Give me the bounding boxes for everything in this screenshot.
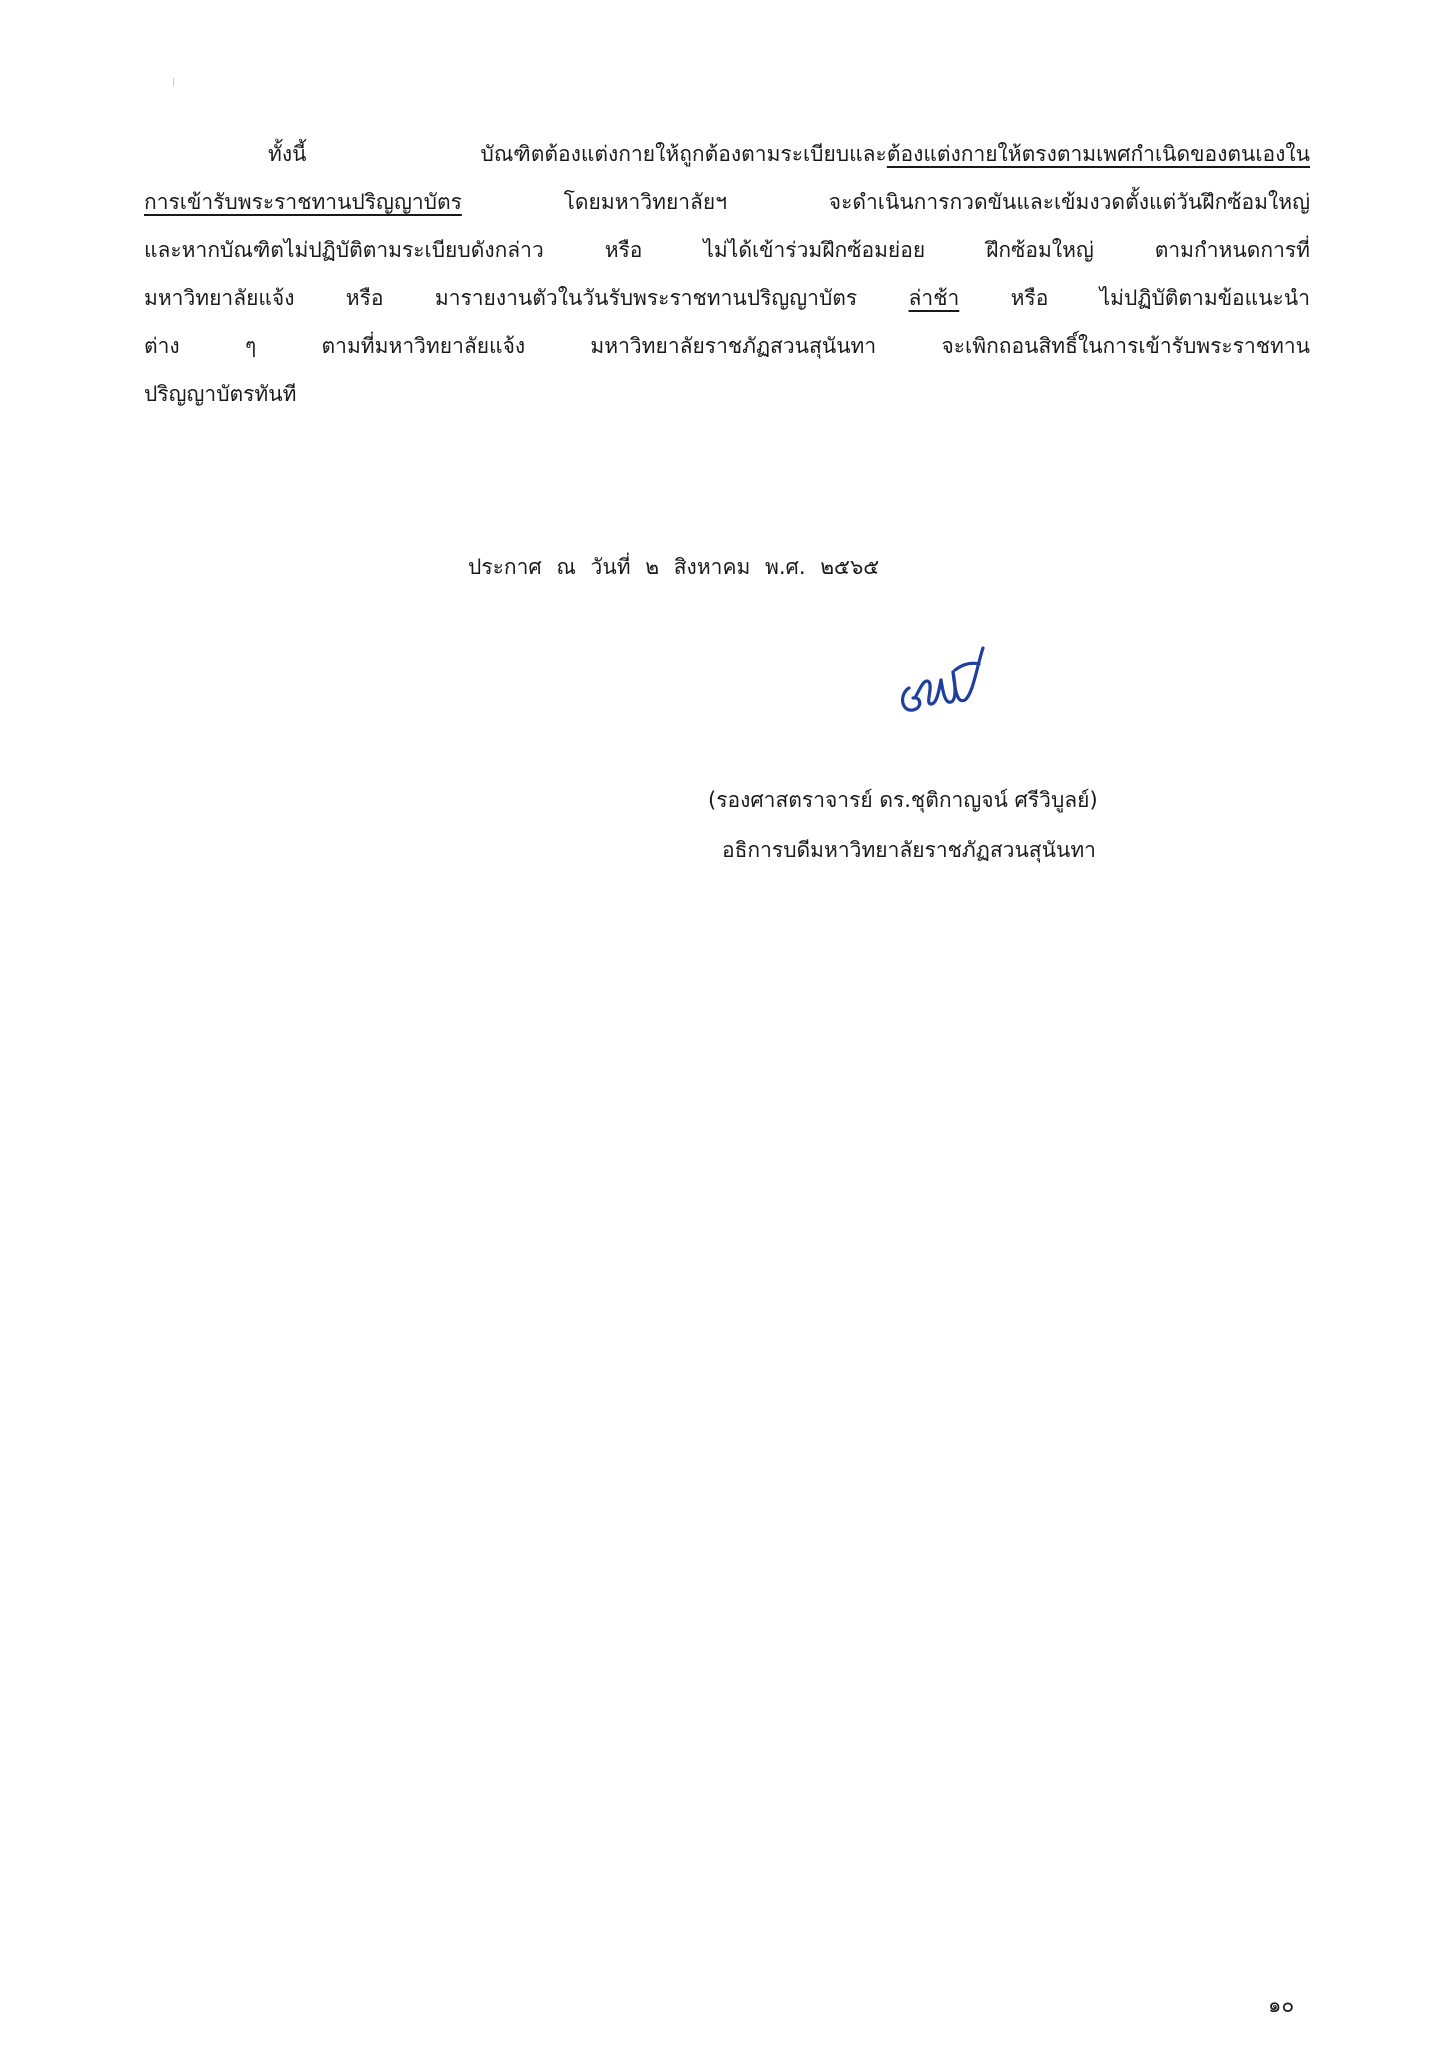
paragraph-line-4 — [144, 274, 1310, 322]
signer-title: อธิการบดีมหาวิทยาลัยราชภัฏสวนสุนันทา — [722, 838, 1096, 862]
page-number: ๑๐ — [1268, 1993, 1295, 2017]
scan-speck — [173, 78, 174, 86]
line1-underlined-text: ต้องแต่งกายให้ตรงตามเพศกำเนิดของตนเองใน — [886, 142, 1310, 166]
handwritten-signature — [895, 642, 1005, 722]
line1-text: ทั้งนี้ บัณฑิตต้องแต่งกายให้ถูกต้องตามระเบียบและ — [268, 142, 887, 166]
paragraph-line-6: ปริญญาบัตรทันที — [144, 382, 297, 406]
paragraph-line-1 — [206, 130, 1310, 178]
line2-text: โดยมหาวิทยาลัยฯ จะดำเนินการกวดขันและเข้มงวดตั้งแต่วันฝึกซ้อมใหญ่ — [461, 190, 1310, 214]
line2-underlined-text: การเข้ารับพระราชทานปริญญาบัตร — [144, 190, 462, 214]
signer-name: (รองศาสตราจารย์ ดร.ชุติกาญจน์ ศรีวิบูลย์) — [708, 788, 1098, 812]
paragraph-line-3: และหากบัณฑิตไม่ปฏิบัติตามระเบียบดังกล่าว หรือ ไม่ได้เข้าร่วมฝึกซ้อมย่อย ฝึกซ้อมใหญ่ ตามกำหนดการที่ — [144, 238, 1310, 262]
body-paragraph — [144, 130, 1310, 418]
paragraph-line-2 — [144, 178, 1310, 226]
line4-text-b: หรือ ไม่ปฏิบัติตามข้อแนะนำ — [959, 286, 1310, 310]
line4-underlined-text: ล่าช้า — [908, 286, 960, 310]
paragraph-line-5: ต่าง ๆ ตามที่มหาวิทยาลัยแจ้ง มหาวิทยาลัยราชภัฏสวนสุนันทา จะเพิกถอนสิทธิ์ในการเข้ารับพระราชทาน — [144, 334, 1310, 358]
announcement-date: ประกาศ ณ วันที่ ๒ สิงหาคม พ.ศ. ๒๕๖๕ — [468, 555, 880, 579]
line4-text-a: มหาวิทยาลัยแจ้ง หรือ มารายงานตัวในวันรับพระราชทานปริญญาบัตร — [144, 286, 909, 310]
